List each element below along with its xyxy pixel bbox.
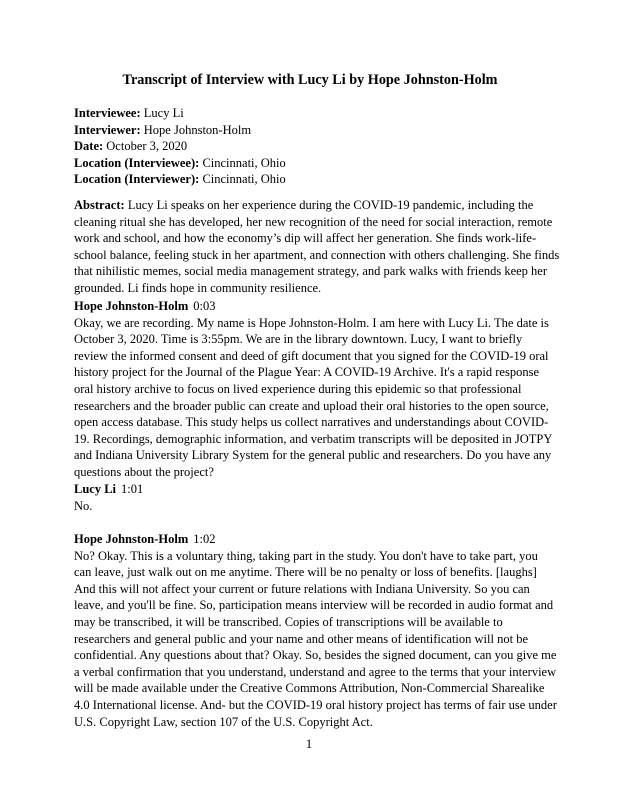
turn-text-line: a verbal confirmation that you understand, understand and agree to the terms that your interview: [74, 664, 557, 679]
metadata-location-interviewee: [74, 155, 546, 172]
transcript-turn: [74, 481, 546, 514]
transcript-turn: [74, 531, 557, 730]
metadata-value: Cincinnati, Ohio: [202, 155, 286, 170]
abstract-label: Abstract:: [74, 198, 125, 212]
turn-text-line: researchers and the broader public can create and upload their oral histories to the open source,: [74, 398, 549, 413]
timestamp: 0:03: [193, 299, 216, 313]
speaker-heading: [74, 481, 546, 498]
abstract-line: grounded. Li finds hope in community resilience.: [74, 280, 322, 295]
turn-text-line: And this will not affect your current or future relations with Indiana University. So you can: [74, 581, 530, 596]
turn-text-line: history project for the Journal of the Plague Year: A COVID-19 Archive. It's a rapid response: [74, 365, 540, 380]
metadata-label: Interviewee:: [74, 106, 141, 120]
turn-text-line: and Indiana University Library System for the general public and researchers. Do you have any: [74, 448, 552, 463]
speaker-name: Hope Johnston-Holm: [74, 299, 189, 313]
turn-text-line: October 3, 2020. Time is 3:55pm. We are in the library downtown. Lucy, I want to briefly: [74, 332, 523, 347]
metadata-interviewee: [74, 105, 546, 122]
turn-text-line: will be made available under the Creative Commons Attribution, Non-Commercial Sharealike: [74, 681, 545, 696]
turn-text-line: may be transcribed, it will be transcribed. Copies of transcriptions will be available to: [74, 614, 503, 629]
metadata-label: Location (Interviewee):: [74, 155, 200, 170]
metadata-date: [74, 138, 546, 155]
turn-text-line: No.: [74, 498, 93, 513]
turn-text-line: leave, and you'll be fine. So, participation means interview will be recorded in audio format and: [74, 598, 554, 613]
metadata-interviewer: [74, 122, 546, 139]
turn-text-line: can leave, just walk out on me anytime. There will be no penalty or loss of benefits. [laughs]: [74, 565, 537, 580]
abstract-line: Abstract: Lucy Li speaks on her experience during the COVID-19 pandemic, including the: [74, 198, 534, 212]
speaker-heading: [74, 531, 546, 548]
turn-text-line: 4.0 International license. And- but the COVID-19 oral history project has terms of fair use under: [74, 697, 557, 712]
metadata-value: Cincinnati, Ohio: [202, 172, 286, 187]
metadata-value: Lucy Li: [143, 106, 184, 120]
abstract: [74, 197, 560, 297]
page-number: 1: [305, 737, 313, 751]
abstract-line: that nihilistic memes, social media management strategy, and park walks with friends keep her: [74, 264, 548, 279]
speaker-heading: [74, 298, 546, 315]
abstract-line: cleaning ritual she has developed, her new recognition of the need for social interaction, remote: [74, 214, 553, 229]
turn-text-line: open access database. This study helps us collect narratives and understandings about COVID-: [74, 415, 549, 430]
turn-text-line: oral history archive to focus on lived experience during this epidemic so that professional: [74, 381, 522, 396]
turn-text-line: 19. Recordings, demographic information, and verbatim transcripts will be deposited in JOTPY: [74, 431, 553, 446]
turn-text-line: review the informed consent and deed of gift document that you signed for the COVID-19 oral: [74, 348, 549, 363]
speaker-name: Lucy Li: [74, 482, 117, 496]
timestamp: 1:01: [121, 482, 144, 496]
turn-text-line: questions about the project?: [74, 464, 214, 479]
turn-text-line: Okay, we are recording. My name is Hope Johnston-Holm. I am here with Lucy Li. The date is: [74, 315, 549, 330]
abstract-line: school balance, feeling stuck in her apartment, and connection with others challenging. She finds: [74, 247, 560, 262]
abstract-line: work and school, and how the economy’s dip will affect her generation. She finds work-life-: [74, 231, 537, 246]
metadata-label: Date:: [74, 139, 104, 154]
turn-text-line: No? Okay. This is a voluntary thing, taking part in the study. You don't have to take part, you: [74, 548, 538, 563]
turn-text-line: U.S. Copyright Law, section 107 of the U.S. Copyright Act.: [74, 714, 373, 729]
timestamp: 1:02: [193, 532, 216, 546]
turn-text-line: confidential. Any questions about that? Okay. So, besides the signed document, can you give me: [74, 648, 557, 663]
metadata-label: Interviewer:: [74, 122, 141, 137]
interview-metadata: [74, 105, 546, 188]
transcript-turn: [74, 298, 553, 481]
metadata-location-interviewer: [74, 171, 546, 188]
metadata-label: Location (Interviewer):: [74, 172, 200, 187]
metadata-value: Hope Johnston-Holm: [143, 122, 252, 137]
turn-text-line: researchers and general public and your name and other means of identification will not be: [74, 631, 528, 646]
metadata-value: October 3, 2020: [106, 139, 188, 154]
speaker-name: Hope Johnston-Holm: [74, 532, 189, 546]
document-title: Transcript of Interview with Lucy Li by Hope Johnston-Holm: [122, 72, 498, 88]
